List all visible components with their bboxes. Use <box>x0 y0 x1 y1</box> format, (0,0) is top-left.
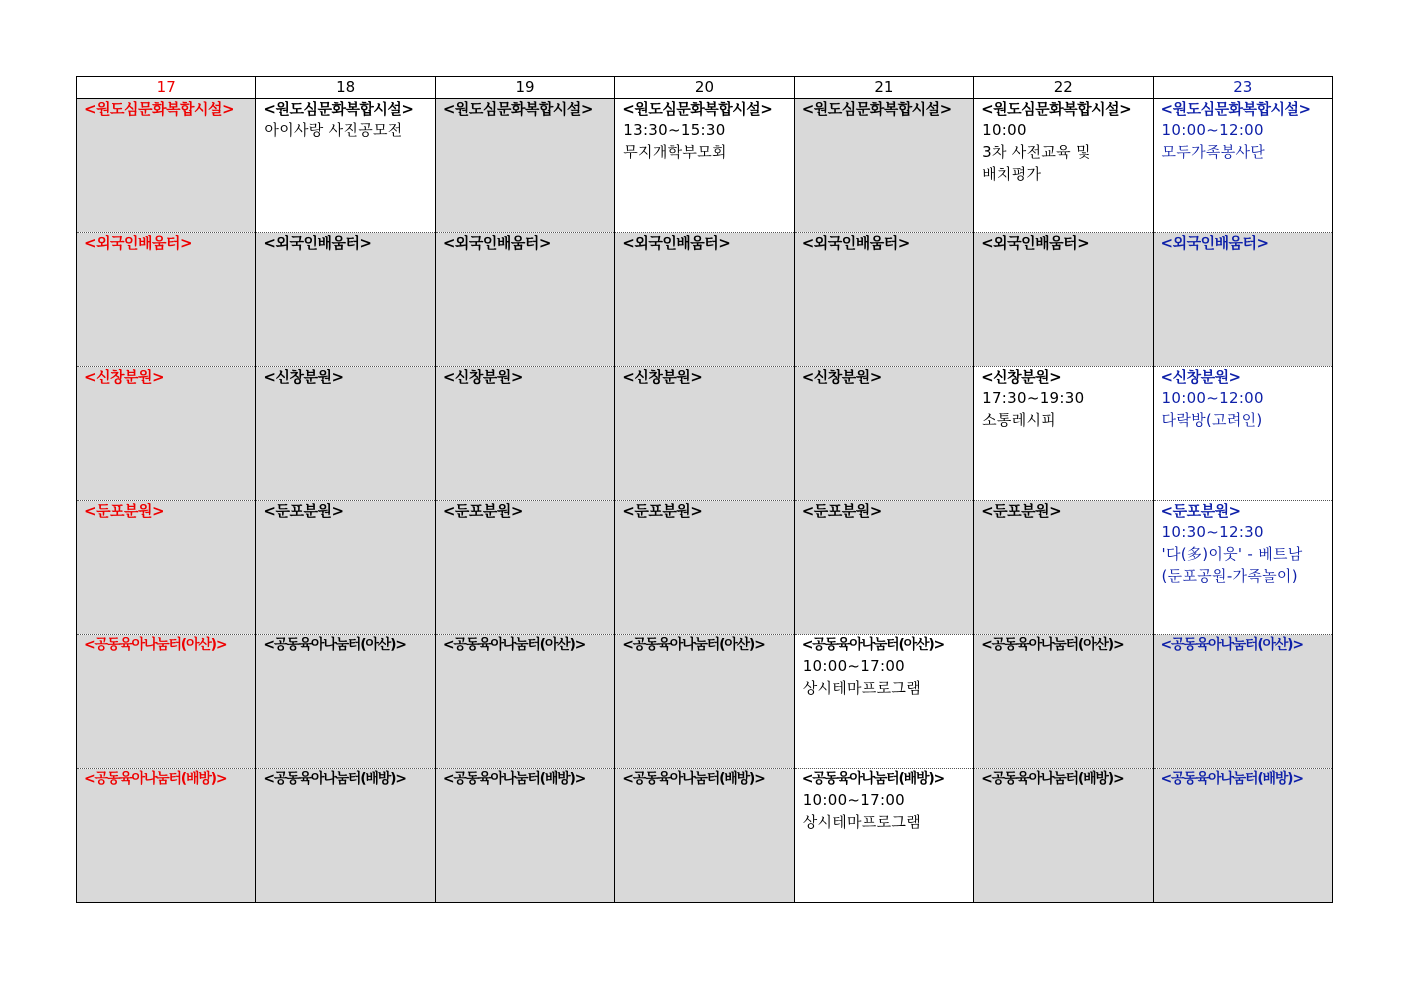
event-text: '다(多)이웃' - 베트남 <box>1161 545 1303 563</box>
schedule-row <box>77 501 1333 635</box>
schedule-cell <box>615 769 794 903</box>
schedule-cell <box>435 635 614 769</box>
venue-label: <공동육아나눔터(배방)> <box>622 771 765 787</box>
schedule-row <box>77 99 1333 233</box>
venue-label: <둔포분원> <box>84 502 165 520</box>
event-text: 아이사랑 사진공모전 <box>264 121 403 139</box>
schedule-cell <box>256 635 435 769</box>
schedule-cell <box>1153 635 1332 769</box>
event-text: 10:00~12:00 <box>1161 121 1264 139</box>
schedule-cell <box>615 501 794 635</box>
schedule-cell <box>435 501 614 635</box>
venue-label: <외국인배움터> <box>981 234 1090 252</box>
venue-label: <신창분원> <box>263 368 344 386</box>
day-header-thu: 21 <box>794 77 973 99</box>
schedule-cell <box>256 99 435 233</box>
venue-label: <공동육아나눔터(아산)> <box>442 637 586 653</box>
venue-label: <외국인배움터> <box>1160 234 1269 252</box>
event-text: 10:00 <box>982 121 1027 139</box>
schedule-row <box>77 233 1333 367</box>
schedule-row <box>77 635 1333 769</box>
schedule-cell <box>794 501 973 635</box>
event-text: (둔포공원-가족놀이) <box>1161 567 1298 585</box>
venue-label: <공동육아나눔터(아산)> <box>1160 637 1303 653</box>
venue-label: <공동육아나눔터(배방)> <box>1160 771 1303 787</box>
schedule-cell <box>974 769 1153 903</box>
event-text: 모두가족봉사단 <box>1161 143 1266 161</box>
venue-label: <둔포분원> <box>622 502 703 520</box>
venue-label: <공동육아나눔터(아산)> <box>622 637 765 653</box>
event-text: 3차 사전교육 및 <box>982 143 1091 161</box>
venue-label: <외국인배움터> <box>442 234 551 252</box>
venue-label: <신창분원> <box>801 368 882 386</box>
venue-label: <원도심문화복합시설> <box>622 100 773 118</box>
schedule-cell <box>77 635 256 769</box>
event-text: 10:00~12:00 <box>1161 389 1264 407</box>
venue-label: <공동육아나눔터(배방)> <box>263 771 406 787</box>
event-text: 무지개학부모회 <box>623 143 727 161</box>
day-header-mon: 18 <box>256 77 435 99</box>
schedule-cell <box>77 501 256 635</box>
venue-label: <원도심문화복합시설> <box>981 100 1132 118</box>
event-text: 10:00~17:00 <box>802 657 906 675</box>
schedule-cell <box>794 99 973 233</box>
schedule-cell <box>1153 99 1332 233</box>
schedule-cell <box>256 367 435 501</box>
schedule-cell <box>435 233 614 367</box>
day-header-sun: 17 <box>77 77 256 99</box>
event-text: 17:30~19:30 <box>982 389 1085 407</box>
event-text: 10:30~12:30 <box>1161 523 1264 541</box>
schedule-cell <box>974 99 1153 233</box>
schedule-cell <box>1153 233 1332 367</box>
schedule-cell <box>1153 367 1332 501</box>
schedule-body <box>77 99 1333 903</box>
schedule-cell <box>794 769 973 903</box>
schedule-cell <box>974 233 1153 367</box>
schedule-cell <box>974 501 1153 635</box>
event-text: 소통레시피 <box>982 411 1057 429</box>
venue-label: <외국인배움터> <box>801 234 910 252</box>
venue-label: <원도심문화복합시설> <box>263 100 414 118</box>
event-text: 배치평가 <box>982 165 1042 183</box>
day-header-wed: 20 <box>615 77 794 99</box>
schedule-cell <box>974 367 1153 501</box>
venue-label: <원도심문화복합시설> <box>442 100 593 118</box>
day-header-sat: 23 <box>1153 77 1332 99</box>
venue-label: <공동육아나눔터(아산)> <box>801 637 945 653</box>
venue-label: <신창분원> <box>981 368 1062 386</box>
schedule-cell <box>77 99 256 233</box>
schedule-cell <box>1153 769 1332 903</box>
venue-label: <둔포분원> <box>442 502 523 520</box>
venue-label: <공동육아나눔터(배방)> <box>981 771 1124 787</box>
schedule-cell <box>435 99 614 233</box>
schedule-cell <box>77 769 256 903</box>
schedule-cell <box>615 233 794 367</box>
venue-label: <공동육아나눔터(배방)> <box>442 771 586 787</box>
schedule-cell <box>435 367 614 501</box>
schedule-cell <box>615 635 794 769</box>
venue-label: <둔포분원> <box>981 502 1062 520</box>
schedule-cell <box>794 635 973 769</box>
schedule-cell <box>615 99 794 233</box>
venue-label: <공동육아나눔터(아산)> <box>981 637 1124 653</box>
venue-label: <공동육아나눔터(배방)> <box>84 771 227 787</box>
venue-label: <공동육아나눔터(배방)> <box>801 771 945 787</box>
day-header-fri: 22 <box>974 77 1153 99</box>
schedule-cell <box>256 233 435 367</box>
schedule-row <box>77 769 1333 903</box>
weekly-schedule-table <box>76 76 1333 903</box>
venue-label: <신창분원> <box>84 368 165 386</box>
event-text: 다락방(고려인) <box>1161 411 1263 429</box>
venue-label: <신창분원> <box>622 368 703 386</box>
venue-label: <공동육아나눔터(아산)> <box>84 637 227 653</box>
schedule-cell <box>794 367 973 501</box>
schedule-cell <box>1153 501 1332 635</box>
venue-label: <외국인배움터> <box>263 234 372 252</box>
day-header-tue: 19 <box>435 77 614 99</box>
event-text: 상시테마프로그램 <box>802 813 922 831</box>
day-header-row <box>77 77 1333 99</box>
venue-label: <둔포분원> <box>263 502 344 520</box>
venue-label: <원도심문화복합시설> <box>1160 100 1311 118</box>
event-text: 상시테마프로그램 <box>802 679 922 697</box>
event-text: 10:00~17:00 <box>802 791 906 809</box>
venue-label: <원도심문화복합시설> <box>84 100 235 118</box>
venue-label: <둔포분원> <box>1160 502 1241 520</box>
venue-label: <신창분원> <box>1160 368 1241 386</box>
schedule-cell <box>256 769 435 903</box>
schedule-cell <box>794 233 973 367</box>
schedule-cell <box>77 233 256 367</box>
schedule-cell <box>615 367 794 501</box>
schedule-row <box>77 367 1333 501</box>
venue-label: <공동육아나눔터(아산)> <box>263 637 406 653</box>
venue-label: <외국인배움터> <box>84 234 193 252</box>
venue-label: <둔포분원> <box>801 502 882 520</box>
venue-label: <신창분원> <box>442 368 523 386</box>
schedule-cell <box>256 501 435 635</box>
venue-label: <외국인배움터> <box>622 234 731 252</box>
venue-label: <원도심문화복합시설> <box>801 100 952 118</box>
schedule-cell <box>974 635 1153 769</box>
schedule-cell <box>77 367 256 501</box>
schedule-cell <box>435 769 614 903</box>
event-text: 13:30~15:30 <box>623 121 726 139</box>
